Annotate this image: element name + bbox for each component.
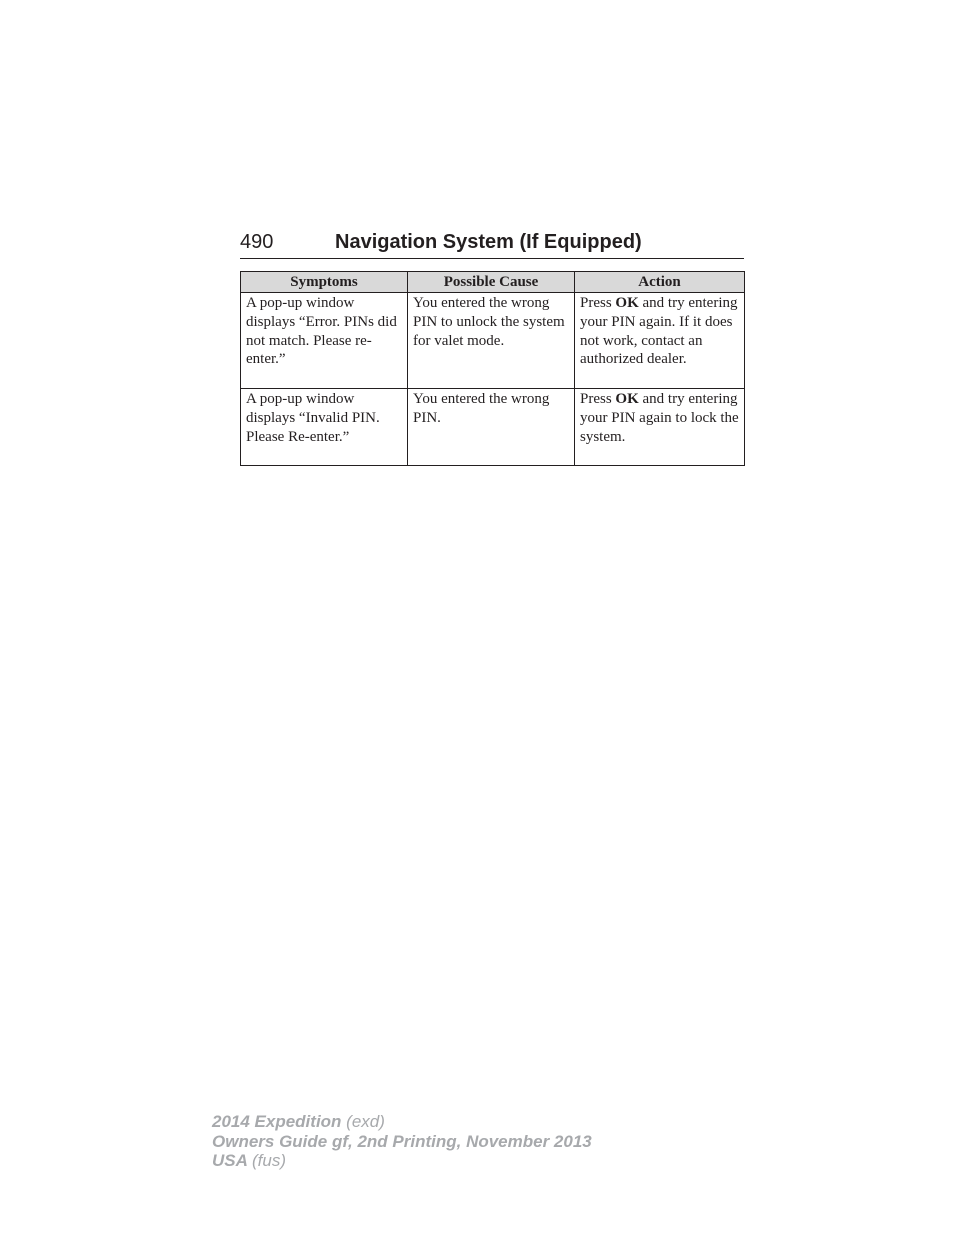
footer-market: USA xyxy=(212,1151,248,1170)
action-text-post: and try entering your PIN again to lock the system. xyxy=(580,391,739,445)
troubleshooting-table xyxy=(240,271,745,466)
page-number: 490 xyxy=(240,231,274,253)
footer-guide-edition: Owners Guide gf, 2nd Printing, November 2013 xyxy=(212,1131,592,1151)
symptom-cell: A pop-up window displays “Invalid PIN. Please Re-enter.” xyxy=(241,389,408,466)
footer-vehicle: 2014 Expedition xyxy=(212,1112,342,1131)
column-header-symptoms: Symptoms xyxy=(241,272,408,293)
symptom-cell: A pop-up window displays “Error. PINs did not match. Please re-enter.” xyxy=(241,293,408,389)
action-text-pre: Press xyxy=(580,295,612,311)
page-header xyxy=(240,228,744,259)
document-footer xyxy=(212,1112,592,1171)
table-header-row xyxy=(241,272,745,293)
footer-line-guide xyxy=(212,1132,592,1152)
action-cell xyxy=(575,293,745,389)
footer-line-market xyxy=(212,1151,592,1171)
page-title: Navigation System (If Equipped) xyxy=(335,231,642,253)
action-text-pre: Press xyxy=(580,391,612,407)
cause-cell: You entered the wrong PIN to unlock the system for valet mode. xyxy=(408,293,575,389)
footer-vehicle-code: (exd) xyxy=(346,1112,385,1131)
table-row xyxy=(241,389,745,466)
ok-key-label: OK xyxy=(615,391,639,407)
ok-key-label: OK xyxy=(615,295,639,311)
column-header-action: Action xyxy=(575,272,745,293)
table-row xyxy=(241,293,745,389)
action-text-post: and try entering your PIN again. If it does not work, contact an authorized dealer. xyxy=(580,295,738,368)
column-header-possible-cause: Possible Cause xyxy=(408,272,575,293)
action-cell xyxy=(575,389,745,466)
footer-market-code: (fus) xyxy=(252,1151,286,1170)
cause-cell: You entered the wrong PIN. xyxy=(408,389,575,466)
footer-line-vehicle xyxy=(212,1112,592,1132)
